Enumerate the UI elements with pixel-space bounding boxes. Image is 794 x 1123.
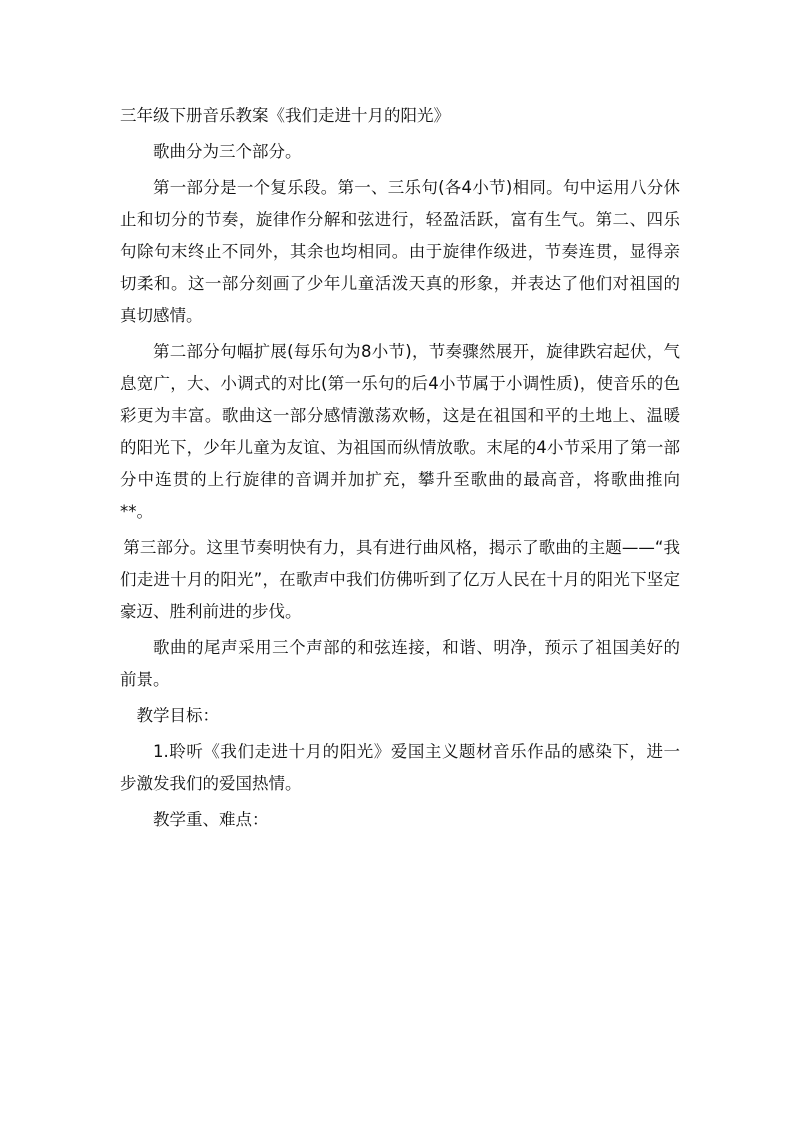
paragraph-goal-one: 1.聆听《我们走进十月的阳光》爱国主义题材音乐作品的感染下，进一步激发我们的爱国热情。	[120, 742, 680, 793]
heading-key-points: 教学重、难点：	[153, 810, 269, 829]
paragraph-intro: 歌曲分为三个部分。	[153, 142, 302, 161]
paragraph-part-two: 第二部分句幅扩展(每乐句为8小节)，节奏骤然展开，旋律跌宕起伏，气息宽广，大、小调式的对比(第一乐句的后4小节属于小调性质)，使音乐的色彩更为丰富。歌曲这一部分感情激荡欢畅，这是在祖国和平的土地上、温暖的阳光下，少年儿童为友谊、为祖国而纵情放歌。末尾的4小节采用了第一部分中连贯的上行旋律的音调并加扩充，攀升至歌曲的最高音，将歌曲推向**。	[120, 342, 680, 521]
paragraph-coda: 歌曲的尾声采用三个声部的和弦连接，和谐、明净，预示了祖国美好的前景。	[120, 638, 680, 689]
document-body	[120, 100, 680, 840]
document-title: 三年级下册音乐教案《我们走进十月的阳光》	[120, 106, 450, 125]
paragraph-part-one: 第一部分是一个复乐段。第一、三乐句(各4小节)相同。句中运用八分休止和切分的节奏，旋律作分解和弦进行，轻盈活跃，富有生气。第二、四乐句除句末终止不同外，其余也均相同。由于旋律作级进，节奏连贯，显得亲切柔和。这一部分刻画了少年儿童活泼天真的形象，并表达了他们对祖国的真切感情。	[120, 178, 680, 325]
paragraph-part-three: 第三部分。这里节奏明快有力，具有进行曲风格，揭示了歌曲的主题——“我们走进十月的阳光”，在歌声中我们仿佛听到了亿万人民在十月的阳光下坚定豪迈、胜利前进的步伐。	[120, 538, 680, 621]
heading-teaching-goals: 教学目标：	[136, 706, 219, 725]
